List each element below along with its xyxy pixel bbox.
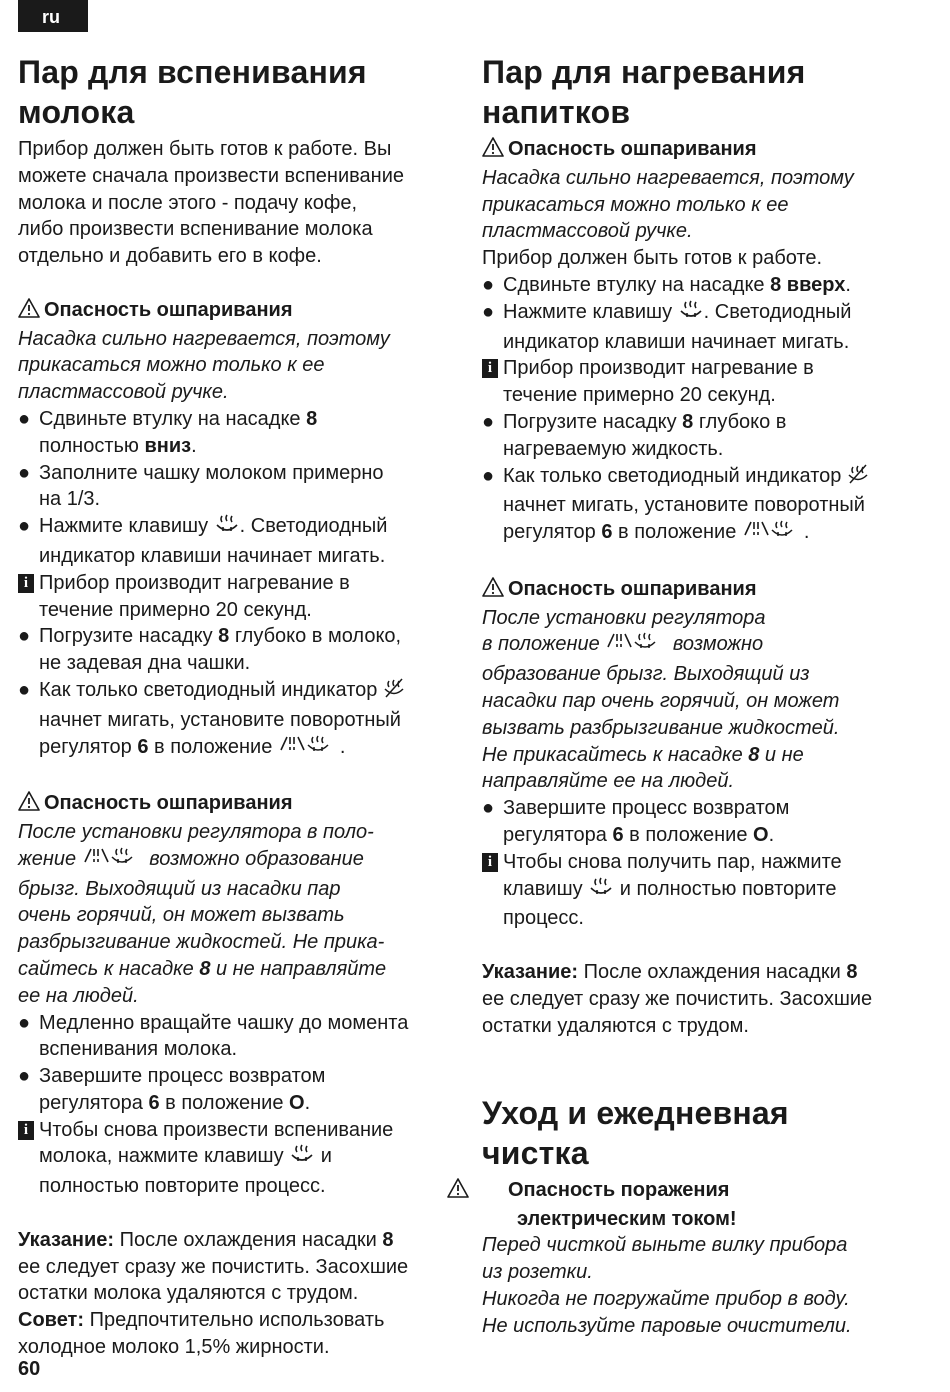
list-item: ● Как только светодиодный индикатор начнет мигать, установите поворотный регулятор 6 в положение . — [482, 463, 922, 549]
note-paragraph: Указание: После охлаждения насадки 8 ее следует сразу же почистить. Засохшие остатки молока удаляются с трудом. — [18, 1228, 409, 1305]
page-number: 60 — [18, 1358, 41, 1380]
list-item: ● Заполните чашку молоком примерно на 1/3. — [18, 461, 384, 511]
steam-button-icon — [678, 299, 704, 329]
section-title-milk-foam: Пар для вспенивания молока — [18, 54, 367, 130]
list-item: ● Как только светодиодный индикатор начнет мигать, установите поворотный регулятор 6 в положение . — [18, 677, 458, 763]
language-tab: ru — [18, 0, 88, 32]
intro-paragraph: Прибор должен быть готов к работе. Вы можете сначала произвести вспенивание молока и после этого - подачу кофе, либо произвести вспенивание молока отдельно и добавить его в кофе. — [18, 138, 404, 268]
warning-scald-1-text: Насадка сильно нагревается, поэтому прикасаться можно только к ее пластмассовой ручке. — [482, 166, 854, 243]
info-note: i Прибор производит нагревание в течение примерно 20 секунд. — [482, 355, 922, 409]
list-item: ● Нажмите клавишу . Светодиодный индикатор клавиши начинает мигать. — [482, 300, 852, 353]
led-indicator-icon — [847, 463, 869, 493]
steam-button-icon — [588, 876, 614, 906]
steam-position-icon — [742, 519, 804, 549]
warning-scald-1: Опасность ошпаривания — [482, 136, 922, 165]
list-item: ● Сдвиньте втулку на насадке 8 полностью вниз. — [18, 407, 318, 457]
list-item: ● Завершите процесс возвратом регулятора 6 в положение O. — [482, 797, 790, 846]
warning-triangle-icon — [18, 791, 44, 819]
warning-electric-shock: Опасность поражения электрическим током! — [482, 1177, 922, 1233]
section-title-care-cleaning: Уход и ежедневная чистка — [482, 1094, 789, 1171]
section-title-drink-heating: Пар для нагревания напитков — [482, 54, 806, 130]
warning-triangle-icon — [482, 577, 508, 605]
warning-scald-2-text: После установки регулятора в поло- жение возможно образование брызг. Выходящий из насадки пар очень горячий, он может вызвать разбрызгивание жидкостей. Не прика- сайтесь к насадке 8 и не направляйте ее на людей. — [18, 820, 387, 1007]
steam-position-icon — [278, 734, 340, 764]
warning-triangle-icon — [482, 137, 508, 165]
steam-position-icon — [82, 846, 144, 876]
warning-scald-1: Опасность ошпаривания — [18, 297, 458, 326]
steam-button-icon — [214, 513, 240, 543]
warning-electric-shock-text: Перед чисткой выньте вилку прибора из розетки. Никогда не погружайте прибор в воду. Не используйте паровые очистители. — [482, 1234, 852, 1337]
steam-position-icon — [605, 631, 667, 661]
info-note: i Чтобы снова получить пар, нажмите клавишу и полностью повторите процесс. — [482, 849, 922, 932]
note-paragraph: Указание: После охлаждения насадки 8 ее следует сразу же почистить. Засохшие остатки удаляются с трудом. — [482, 960, 873, 1037]
warning-scald-2: Опасность ошпаривания — [482, 576, 922, 605]
led-indicator-icon — [383, 677, 405, 707]
list-item: ● Завершите процесс возвратом регулятора 6 в положение O. — [18, 1065, 326, 1114]
warning-triangle-icon — [18, 298, 44, 326]
warning-scald-2-text: После установки регулятора в положение возможно образование брызг. Выходящий из насадки пар очень горячий, он может вызвать разбрызгивание жидкостей. Не прикасайтесь к насадке 8 и не направляйте ее на людей. — [482, 606, 840, 793]
warning-scald-1-text: Насадка сильно нагревается, поэтому прикасаться можно только к ее пластмассовой ручке. — [18, 327, 390, 404]
list-item: ● Погрузите насадку 8 глубоко в молоко, не задевая дна чашки. — [18, 625, 402, 675]
info-icon: i — [482, 853, 498, 872]
info-note: i Прибор производит нагревание в течение примерно 20 секунд. — [18, 570, 458, 624]
info-note: i Чтобы снова произвести вспенивание молока, нажмите клавишу и полностью повторите процесс. — [18, 1117, 458, 1200]
steam-button-icon — [289, 1143, 315, 1173]
right-column — [482, 52, 922, 1340]
warning-scald-2: Опасность ошпаривания — [18, 790, 458, 819]
list-item: ● Сдвиньте втулку на насадке 8 вверх. — [482, 273, 851, 296]
list-item: ● Медленно вращайте чашку до момента вспенивания молока. — [18, 1011, 409, 1061]
info-icon: i — [18, 1121, 34, 1140]
list-item: ● Нажмите клавишу . Светодиодный индикатор клавиши начинает мигать. — [18, 515, 388, 567]
ready-text: Прибор должен быть готов к работе. — [482, 247, 823, 270]
info-icon: i — [18, 574, 34, 593]
info-icon: i — [482, 359, 498, 378]
warning-triangle-icon — [482, 1178, 508, 1206]
list-item: ● Погрузите насадку 8 глубоко в нагреваемую жидкость. — [482, 410, 787, 460]
left-column — [18, 52, 458, 1361]
tip-paragraph: Совет: Предпочтительно использовать холодное молоко 1,5% жирности. — [18, 1309, 385, 1359]
